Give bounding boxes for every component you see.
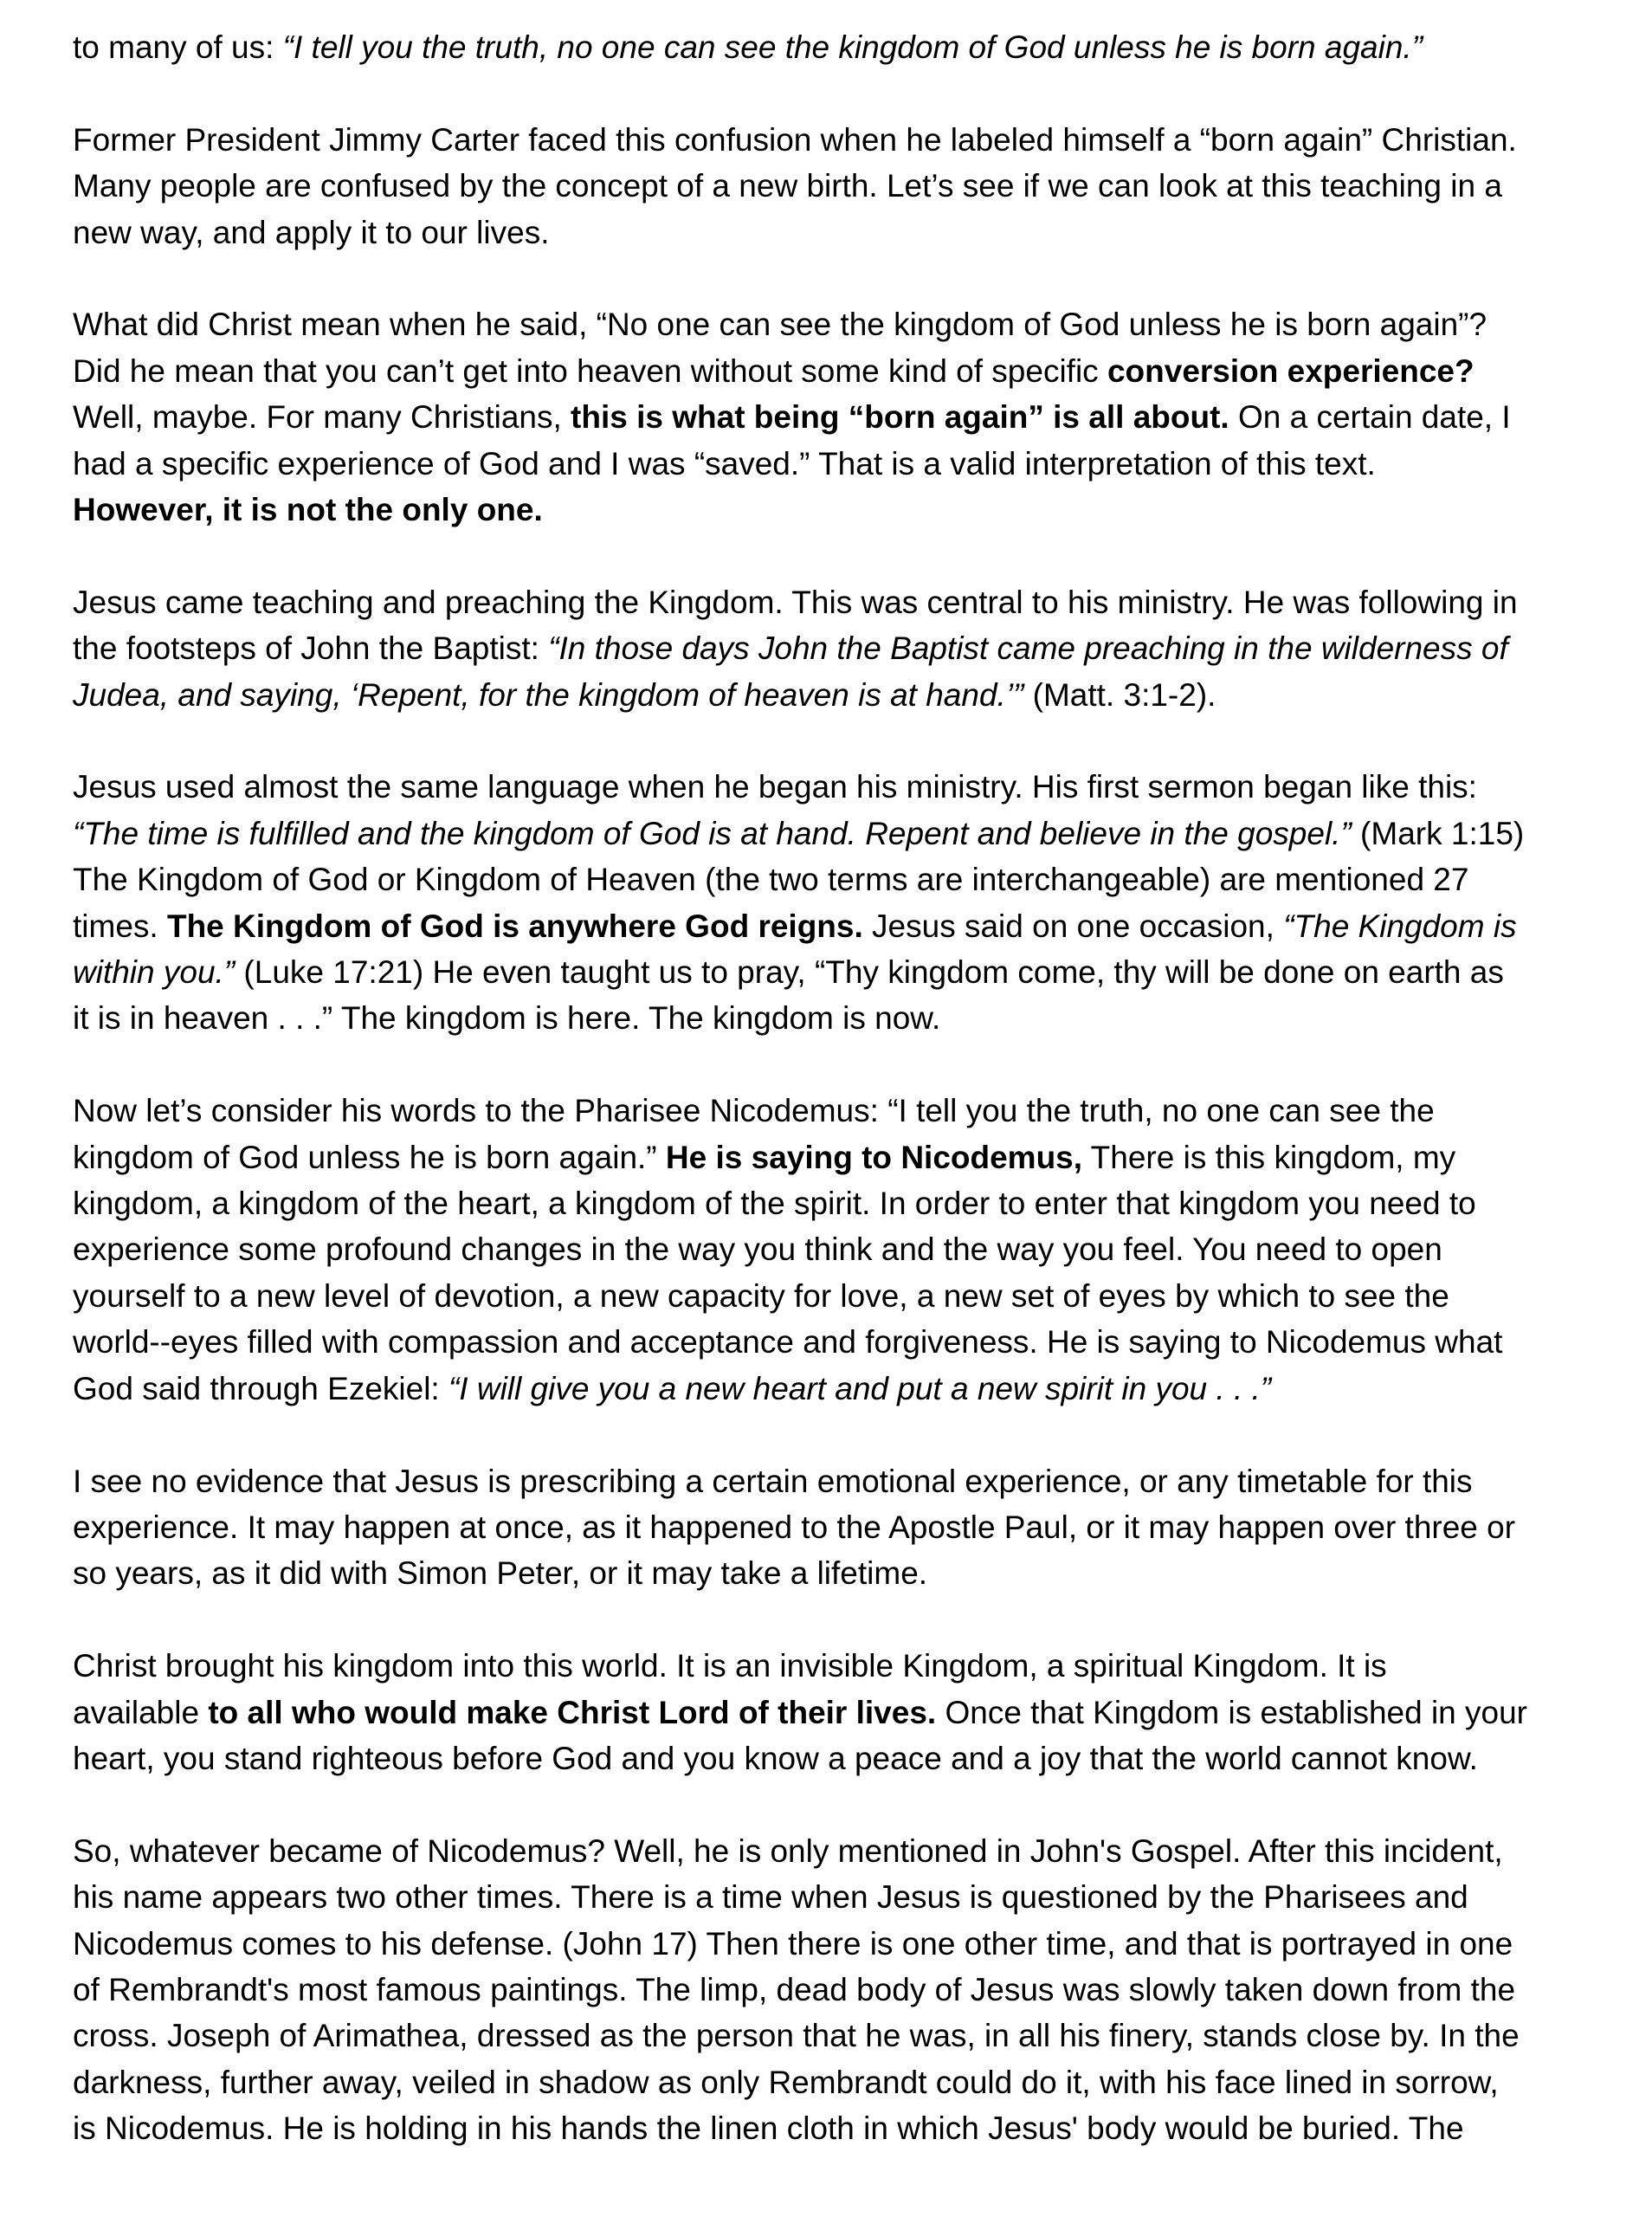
text-run: experience. It may happen at once, as it happened to the Apostle Paul, or it may happen over three or: [73, 1509, 1516, 1545]
text-line: [73, 1458, 1631, 1504]
text-line: [73, 2013, 1631, 2059]
text-line: [73, 2059, 1631, 2105]
bold-text: The Kingdom of God is anywhere God reigns.: [166, 908, 863, 944]
text-line: [73, 1828, 1631, 1874]
document-page: [73, 24, 1631, 2198]
text-line: [73, 579, 1631, 625]
paragraph: [73, 1643, 1631, 1781]
text-line: [73, 811, 1631, 856]
text-line: [73, 24, 1631, 70]
text-run: Nicodemus comes to his defense. (John 17) Then there is one other time, and that is portrayed in one: [73, 1925, 1513, 1962]
text-run: Once that Kingdom is established in your: [936, 1694, 1528, 1730]
text-line: [73, 348, 1631, 394]
paragraph: [73, 579, 1631, 718]
bold-text: However, it is not the only one.: [73, 492, 543, 528]
text-line: [73, 1504, 1631, 1550]
text-run: God said through Ezekiel:: [73, 1370, 448, 1406]
text-line: [73, 1226, 1631, 1272]
text-run: Jesus came teaching and preaching the Kingdom. This was central to his ministry. He was following in: [73, 584, 1518, 620]
paragraph: [73, 764, 1631, 1041]
text-run: heart, you stand righteous before God and you know a peace and a joy that the world cannot know.: [73, 1740, 1478, 1776]
text-run: So, whatever became of Nicodemus? Well, he is only mentioned in John's Gospel. After this incident,: [73, 1832, 1503, 1869]
text-line: [73, 1134, 1631, 1180]
text-line: [73, 672, 1631, 718]
text-line: [73, 995, 1631, 1041]
text-run: had a specific experience of God and I was “saved.” That is a valid interpretation of this text.: [73, 445, 1376, 482]
text-line: [73, 1319, 1631, 1365]
text-line: [73, 1643, 1631, 1689]
text-run: What did Christ mean when he said, “No one can see the kingdom of God unless he is born again”?: [73, 307, 1487, 343]
bold-text: conversion experience?: [1107, 352, 1475, 389]
paragraph: [73, 1458, 1631, 1597]
text-line: [73, 487, 1631, 533]
text-run: experience some profound changes in the way you think and the way you feel. You need to open: [73, 1231, 1442, 1268]
text-line: [73, 1690, 1631, 1735]
text-run: Former President Jimmy Carter faced this confusion when he labeled himself a “born again” Christian.: [73, 121, 1517, 158]
text-run: world--eyes filled with compassion and acceptance and forgiveness. He is saying to Nicodemus what: [73, 1324, 1503, 1361]
text-run: of Rembrandt's most famous paintings. The limp, dead body of Jesus was slowly taken down from the: [73, 1971, 1516, 2007]
italic-text: Judea, and saying, ‘Repent, for the kingdom of heaven is at hand.’”: [73, 676, 1024, 713]
text-run: kingdom, a kingdom of the heart, a kingdom of the spirit. In order to enter that kingdom you need to: [73, 1186, 1476, 1222]
paragraph: [73, 1088, 1631, 1412]
text-line: [73, 1550, 1631, 1596]
text-line: [73, 1921, 1631, 1967]
text-run: Now let’s consider his words to the Pharisee Nicodemus: “I tell you the truth, no one can see the: [73, 1093, 1435, 1129]
text-line: [73, 301, 1631, 347]
text-run: There is this kingdom, my: [1082, 1139, 1456, 1175]
bold-text: He is saying to Nicodemus,: [665, 1139, 1083, 1175]
text-line: [73, 394, 1631, 440]
text-run: (Luke 17:21) He even taught us to pray, “Thy kingdom come, thy will be done on earth as: [235, 954, 1504, 991]
text-line: [73, 625, 1631, 671]
text-run: The Kingdom of God or Kingdom of Heaven (the two terms are interchangeable) are mentioned 27: [73, 862, 1469, 898]
text-run: cross. Joseph of Arimathea, dressed as the person that he was, in all his finery, stands close by. In the: [73, 2018, 1520, 2054]
paragraph: [73, 301, 1631, 533]
text-run: Christ brought his kingdom into this world. It is an invisible Kingdom, a spiritual Kingdom. It is: [73, 1648, 1387, 1684]
text-run: Jesus used almost the same language when he began his ministry. His first sermon began like this:: [73, 769, 1477, 805]
text-run: Many people are confused by the concept of a new birth. Let’s see if we can look at this teaching in a: [73, 168, 1502, 204]
italic-text: “The Kingdom is: [1283, 908, 1517, 944]
text-line: [73, 210, 1631, 255]
text-run: (Mark 1:15): [1351, 815, 1525, 851]
italic-text: within you.”: [73, 954, 236, 991]
text-line: [73, 1735, 1631, 1781]
text-line: [73, 1874, 1631, 1920]
bold-text: this is what being “born again” is all about.: [571, 399, 1229, 436]
paragraph: [73, 24, 1631, 70]
text-run: so years, as it did with Simon Peter, or it may take a lifetime.: [73, 1555, 928, 1592]
text-run: is Nicodemus. He is holding in his hands the linen cloth in which Jesus' body would be buried. The: [73, 2110, 1464, 2147]
text-line: [73, 1180, 1631, 1226]
text-line: [73, 903, 1631, 949]
text-line: [73, 764, 1631, 810]
italic-text: “In those days John the Baptist came preaching in the wilderness of: [548, 630, 1508, 667]
text-run: Jesus said on one occasion,: [862, 908, 1284, 944]
italic-text: “The time is fulfilled and the kingdom of God is at hand. Repent and believe in the gospel.”: [73, 815, 1352, 851]
text-run: darkness, further away, veiled in shadow as only Rembrandt could do it, with his face lined in sorrow,: [73, 2064, 1499, 2100]
text-line: [73, 117, 1631, 163]
text-run: kingdom of God unless he is born again.”: [73, 1139, 666, 1175]
text-run: yourself to a new level of devotion, a new capacity for love, a new set of eyes by which to see the: [73, 1277, 1449, 1314]
text-run: I see no evidence that Jesus is prescribing a certain emotional experience, or any timetable for this: [73, 1463, 1473, 1499]
text-line: [73, 2105, 1631, 2151]
text-run: times.: [73, 908, 167, 944]
text-run: On a certain date, I: [1229, 399, 1511, 436]
text-run: Did he mean that you can’t get into heaven without some kind of specific: [73, 352, 1107, 389]
italic-text: “I tell you the truth, no one can see the kingdom of God unless he is born again.”: [282, 29, 1423, 65]
text-line: [73, 949, 1631, 995]
italic-text: “I will give you a new heart and put a new spirit in you . . .”: [448, 1370, 1272, 1406]
text-run: his name appears two other times. There is a time when Jesus is questioned by the Pharisees and: [73, 1879, 1468, 1916]
text-line: [73, 1967, 1631, 2013]
text-line: [73, 163, 1631, 209]
text-run: the footsteps of John the Baptist:: [73, 630, 549, 667]
text-run: Well, maybe. For many Christians,: [73, 399, 571, 436]
text-run: it is in heaven . . .” The kingdom is here. The kingdom is now.: [73, 1000, 941, 1037]
text-line: [73, 1273, 1631, 1319]
text-line: [73, 1366, 1631, 1412]
text-run: (Matt. 3:1-2).: [1023, 676, 1216, 713]
text-run: to many of us:: [73, 29, 283, 65]
text-run: new way, and apply it to our lives.: [73, 214, 550, 250]
text-line: [73, 856, 1631, 902]
text-line: [73, 1088, 1631, 1134]
bold-text: to all who would make Christ Lord of their lives.: [208, 1694, 937, 1730]
paragraph: [73, 1828, 1631, 2152]
text-run: available: [73, 1694, 209, 1730]
paragraph: [73, 117, 1631, 255]
text-line: [73, 441, 1631, 487]
